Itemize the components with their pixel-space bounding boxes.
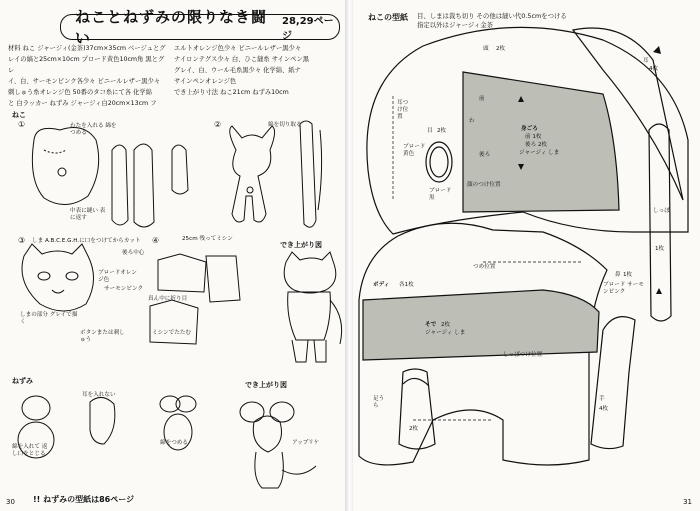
- piece-count: 1枚: [655, 246, 665, 252]
- done-label-mouse: でき上がり図: [245, 381, 287, 389]
- piece-label: しっぽ: [653, 208, 670, 214]
- materials-line: エルトオレンジ色少々 ビニールレザー黒少々: [174, 45, 302, 52]
- piece-label: 身ごろ: [521, 126, 538, 132]
- note: 25cm 残ってミシン: [182, 236, 233, 242]
- sole-pattern: [399, 369, 435, 449]
- materials-line: 刺しゅう糸オレンジ色 50番のタコ糸にて各 化学綿: [8, 89, 152, 96]
- note: 中表に縫い 表に返す: [70, 208, 106, 221]
- note: 後ろ中心: [122, 250, 145, 256]
- piece-material: ブロード 黒: [429, 188, 452, 201]
- note: ブロードオレンジ色: [98, 270, 137, 283]
- piece-label: 頭: [483, 46, 489, 52]
- left-page: [0, 0, 347, 511]
- pattern-info-line: 指定以外はジャージィ金茶: [417, 21, 494, 29]
- piece-count: 4枚: [599, 406, 609, 412]
- note: 真ん中に折り目: [148, 296, 188, 302]
- piece-label: 鼻: [615, 272, 621, 278]
- marker-label: つめ位置: [473, 264, 496, 270]
- marker-label: わ: [469, 118, 475, 124]
- pattern-diagram: [353, 0, 700, 511]
- step-3: ③: [18, 236, 26, 245]
- piece-count: 1枚: [623, 272, 633, 278]
- piece-count: 2枚: [441, 322, 451, 328]
- piece-label: 目: [427, 128, 433, 134]
- materials-list: [8, 43, 338, 109]
- piece-count: 2枚: [496, 46, 506, 52]
- right-page: [353, 0, 700, 511]
- page-title: ねことねずみの限りなき闘い: [75, 8, 268, 47]
- marker-label: しっぽつけ位置: [503, 352, 543, 358]
- note: アップリケ: [292, 440, 320, 446]
- piece-label: 耳: [643, 58, 649, 64]
- sleeve-pattern: [363, 290, 599, 360]
- page-reference: 28,29ページ: [282, 16, 334, 42]
- piece-label: 足うら: [373, 396, 385, 409]
- piece-count: 前 1枚: [525, 134, 542, 140]
- piece-count: 2枚: [409, 426, 419, 432]
- section-mouse: ねずみ: [12, 377, 33, 385]
- note: 耳を入れない: [82, 392, 116, 398]
- piece-count: 4枚: [649, 66, 659, 72]
- piece-material: ジャージィ しま: [519, 150, 560, 156]
- title-bar: [60, 8, 340, 47]
- note: しま A.B.C.E.G.H.に口をつけてからカット: [32, 238, 141, 244]
- marker-label: 後ろ: [479, 152, 491, 158]
- footer-note: !! ねずみの型紙は86ページ: [33, 495, 135, 504]
- pattern-title: ねこの型紙: [368, 13, 408, 22]
- note: サーモンピンク: [104, 286, 144, 292]
- piece-material: ブロード サーモンピンク: [603, 282, 644, 295]
- piece-label: ボディ: [373, 282, 390, 288]
- note: ボタンまたは刺しゅう: [80, 330, 125, 343]
- page-number: 31: [683, 498, 692, 506]
- piece-label: 手: [599, 396, 605, 402]
- materials-column-right: [174, 43, 334, 109]
- piece-material: ブロード 黄色: [403, 144, 426, 157]
- materials-line: と 白ラッカー ねずみ ジャージィ白20cm×13cm フ: [8, 100, 157, 107]
- note: 綿を切り取る: [268, 122, 302, 128]
- piece-label: そで: [425, 322, 437, 328]
- materials-line: ナイロンテグス少々 白、ひこ縫糸 サインペン黒: [174, 56, 310, 63]
- materials-line: 材料 ねこ ジャージィ(金茶)37cm×35cm ベージュとグ: [8, 45, 166, 52]
- step-2: ②: [214, 120, 222, 129]
- materials-line: イ、白、サーモンピンク各少々 ビニールレザー黒少々: [8, 78, 161, 85]
- materials-line: でき上がり寸法 ねこ21cm ねずみ10cm: [174, 89, 289, 96]
- materials-column-left: [8, 43, 168, 109]
- note: わたを入れる 綿をつめる: [70, 123, 117, 136]
- piece-material: ジャージィ しま: [425, 330, 466, 336]
- materials-line: グレイ、白、ウール毛糸黒少々 化学綿、紙ナ: [174, 67, 301, 74]
- piece-count: 各1枚: [399, 282, 414, 288]
- materials-line: サインペンオレンジ色: [174, 78, 237, 85]
- note: しまの部分 グレイで描く: [20, 312, 78, 325]
- piece-count: 2枚: [437, 128, 447, 134]
- step-4: ④: [152, 236, 160, 245]
- section-cat: ねこ: [12, 111, 26, 119]
- pattern-info-line: 目、しまは裁ち切り その他は縫い代0.5cmをつける: [417, 12, 567, 20]
- marker-label: 耳つけ位置: [397, 100, 409, 120]
- step-1: ①: [18, 120, 26, 129]
- piece-count: 後ろ 2枚: [525, 142, 548, 148]
- note: ミシンでたたむ: [152, 330, 192, 336]
- marker-label: 顔のつけ位置: [467, 182, 501, 188]
- materials-line: レイの縞と25cm×10cm プロード黄色10cm角 黒とグレ: [8, 56, 165, 74]
- page-number: 30: [6, 498, 15, 506]
- done-label-cat: でき上がり図: [280, 241, 322, 249]
- note: 綿を入れて 返し口をとじる: [12, 444, 48, 457]
- note: 綿をつめる: [160, 440, 188, 446]
- marker-label: 前: [479, 96, 485, 102]
